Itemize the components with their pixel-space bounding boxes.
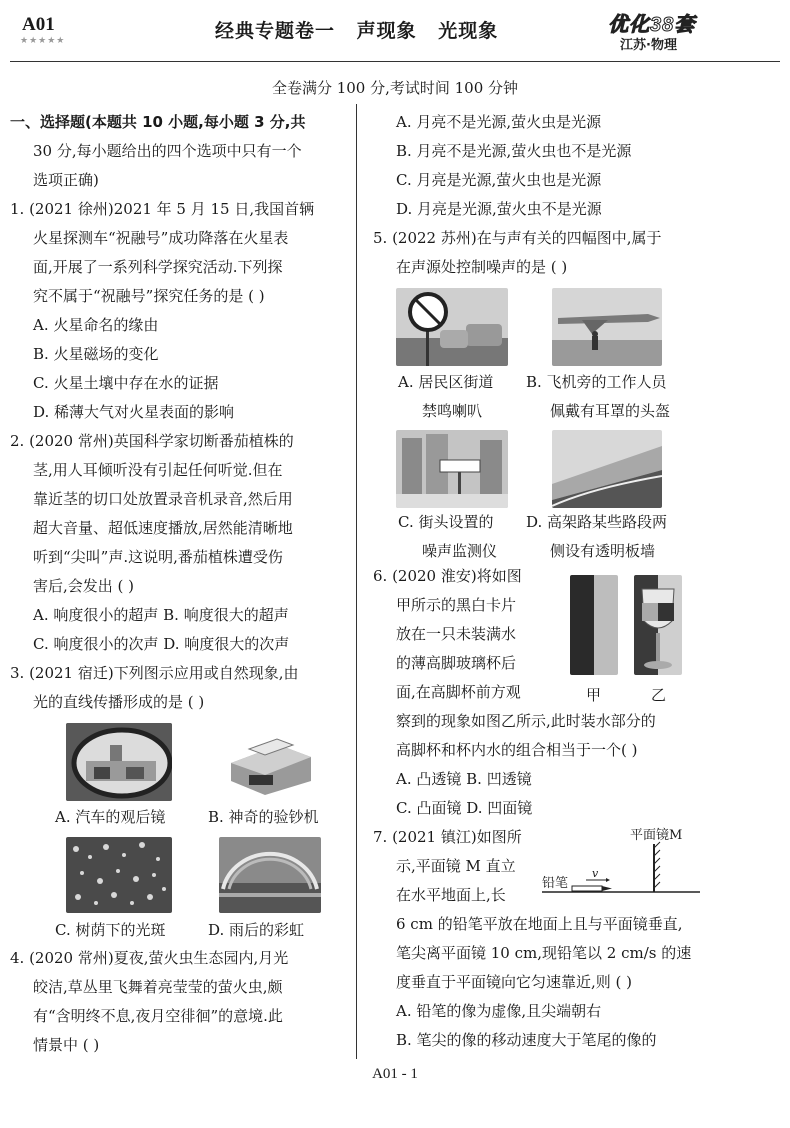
left-column-line: 一、选择题(本题共 10 小题,每小题 3 分,共 <box>10 113 306 131</box>
q3-caption-a: A. 汽车的观后镜 <box>55 808 166 826</box>
left-column-line: 靠近茎的切口处放置录音机录音,然后用 <box>33 490 293 508</box>
left-column-end <box>10 944 350 1060</box>
q5-caption-b2: 佩戴有耳罩的头盔 <box>550 402 671 420</box>
question-7-options-line: 笔尖离平面镜 10 cm,现铅笔以 2 cm/s 的速 <box>396 944 692 962</box>
left-column-line: D. 稀薄大气对火星表面的影响 <box>33 403 235 421</box>
question-6-line: 面,在高脚杯前方观 <box>396 683 521 701</box>
right-column-line: B. 月亮不是光源,萤火虫也不是光源 <box>396 142 632 160</box>
q3-image-rear-mirror <box>66 723 172 801</box>
q5-image-sound-barrier <box>552 430 662 508</box>
logo-subject: 江苏·物理 <box>620 38 677 53</box>
column-divider <box>356 104 357 1059</box>
logo-brand: 优化38套 <box>608 14 696 36</box>
q5-caption-a1: A. 居民区街道 <box>398 373 494 391</box>
left-column-line: B. 火星磁场的变化 <box>33 345 159 363</box>
question-6-line: 6. (2020 淮安)将如图 <box>373 567 522 585</box>
q3-caption-b: B. 神奇的验钞机 <box>208 808 319 826</box>
left-column-line: 面,开展了一系列科学探究活动.下列探 <box>33 258 283 276</box>
left-column-line: 3. (2021 宿迁)下列图示应用或自然现象,由 <box>10 664 299 682</box>
q3-image-money-detector <box>219 723 321 801</box>
left-column-line: 光的直线传播形成的是 ( ) <box>33 693 205 711</box>
q6-rest <box>373 707 783 823</box>
q7-figure <box>542 826 702 902</box>
q3-image-rainbow <box>219 837 321 913</box>
stars-decoration: ★★★★★ <box>20 36 66 46</box>
question-7-options-line: B. 笔尖的像的移动速度大于笔尾的像的 <box>396 1031 657 1049</box>
left-column <box>10 108 350 717</box>
left-column-line: 火星探测车“祝融号”成功降落在火星表 <box>33 229 289 247</box>
question-6-line: 的薄高脚玻璃杯后 <box>396 654 517 672</box>
q3-caption-d: D. 雨后的彩虹 <box>208 921 305 939</box>
q5-caption-b1: B. 飞机旁的工作人员 <box>526 373 667 391</box>
left-column-line: 听到“尖叫”声.这说明,番茄植株遭受伤 <box>33 548 283 566</box>
exam-info: 全卷满分 100 分,考试时间 100 分钟 <box>271 79 519 97</box>
left-column-line: C. 响度很小的次声 D. 响度很大的次声 <box>33 635 290 653</box>
paper-title: 经典专题卷一 声现象 光现象 <box>215 20 499 42</box>
left-column-line: A. 火星命名的缘由 <box>33 316 159 334</box>
left-column-line: 30 分,每小题给出的四个选项中只有一个 <box>33 142 302 160</box>
question-6-options-line: A. 凸透镜 B. 凹透镜 <box>396 770 532 788</box>
question-7-line: 在水平地面上,长 <box>396 886 506 904</box>
question-6-line: 放在一只未装满水 <box>396 625 517 643</box>
left-column-line: 2. (2020 常州)英国科学家切断番茄植株的 <box>10 432 294 450</box>
q5-image-aircraft <box>552 288 662 366</box>
question-4-line: 有“含明终不息,夜月空徘徊”的意境.此 <box>33 1007 283 1025</box>
question-7-options-line: 度垂直于平面镜向它匀速靠近,则 ( ) <box>396 973 633 991</box>
q5-caption-c2: 噪声监测仪 <box>422 542 498 560</box>
left-column-line: 1. (2021 徐州)2021 年 5 月 15 日,我国首辆 <box>10 200 315 218</box>
q5-caption-c1: C. 街头设置的 <box>398 513 494 531</box>
header-rule <box>10 61 780 62</box>
q5-caption-d1: D. 高架路某些路段两 <box>526 513 668 531</box>
right-column-line: 5. (2022 苏州)在与声有关的四幅图中,属于 <box>373 229 662 247</box>
right-column-line: D. 月亮是光源,萤火虫不是光源 <box>396 200 602 218</box>
q6-text <box>373 562 583 707</box>
paper-code: A01 <box>22 14 55 35</box>
q7-rest <box>373 910 783 1055</box>
question-7-line: 7. (2021 镇江)如图所 <box>373 828 522 846</box>
question-4-line: 皎洁,草丛里飞舞着亮莹莹的萤火虫,颇 <box>33 978 283 996</box>
q6-image-glass <box>634 575 682 675</box>
q5-image-noise-monitor <box>396 430 508 508</box>
q3-image-light-spots <box>66 837 172 913</box>
left-column-line: 选项正确) <box>33 171 99 189</box>
left-column-line: 超大音量、超低速度播放,居然能清晰地 <box>33 519 293 537</box>
q3-caption-c: C. 树荫下的光斑 <box>55 921 166 939</box>
question-4-line: 4. (2020 常州)夏夜,萤火虫生态园内,月光 <box>10 949 289 967</box>
left-column-line: C. 火星土壤中存在水的证据 <box>33 374 219 392</box>
q7-pencil-label: 铅笔 <box>542 876 569 891</box>
right-column-line: A. 月亮不是光源,萤火虫是光源 <box>396 113 602 131</box>
q5-image-no-horn <box>396 288 508 366</box>
left-column-line: 害后,会发出 ( ) <box>33 577 135 595</box>
right-column <box>373 108 783 282</box>
question-7-options-line: 6 cm 的铅笔平放在地面上且与平面镜垂直, <box>396 915 683 933</box>
q5-caption-d2: 侧设有透明板墙 <box>550 542 656 560</box>
q5-caption-a2: 禁鸣喇叭 <box>422 402 483 420</box>
question-6-options-line: 高脚杯和杯内水的组合相当于一个( ) <box>396 741 638 759</box>
question-6-options-line: C. 凸面镜 D. 凹面镜 <box>396 799 533 817</box>
left-column-line: 茎,用人耳倾听没有引起任何听觉.但在 <box>33 461 283 479</box>
q7-velocity-label: v <box>592 867 599 880</box>
left-column-line: 究不属于“祝融号”探究任务的是 ( ) <box>33 287 265 305</box>
question-6-line: 甲所示的黑白卡片 <box>396 596 517 614</box>
question-4-line: 情景中 ( ) <box>33 1036 100 1054</box>
question-7-options-line: A. 铅笔的像为虚像,且尖端朝右 <box>396 1002 602 1020</box>
right-column-line: 在声源处控制噪声的是 ( ) <box>396 258 568 276</box>
q6-image-card <box>570 575 618 675</box>
q7-text <box>373 823 553 910</box>
page-number: A01 - 1 <box>372 1066 418 1082</box>
q6-label-yi: 乙 <box>651 686 667 704</box>
left-column-line: A. 响度很小的超声 B. 响度很大的超声 <box>33 606 289 624</box>
publisher-logo <box>608 8 708 53</box>
q7-mirror-label: 平面镜M <box>630 828 683 843</box>
q6-label-jia: 甲 <box>586 686 602 704</box>
question-6-options-line: 察到的现象如图乙所示,此时装水部分的 <box>396 712 656 730</box>
question-7-line: 示,平面镜 M 直立 <box>396 857 516 875</box>
right-column-line: C. 月亮是光源,萤火虫也是光源 <box>396 171 602 189</box>
